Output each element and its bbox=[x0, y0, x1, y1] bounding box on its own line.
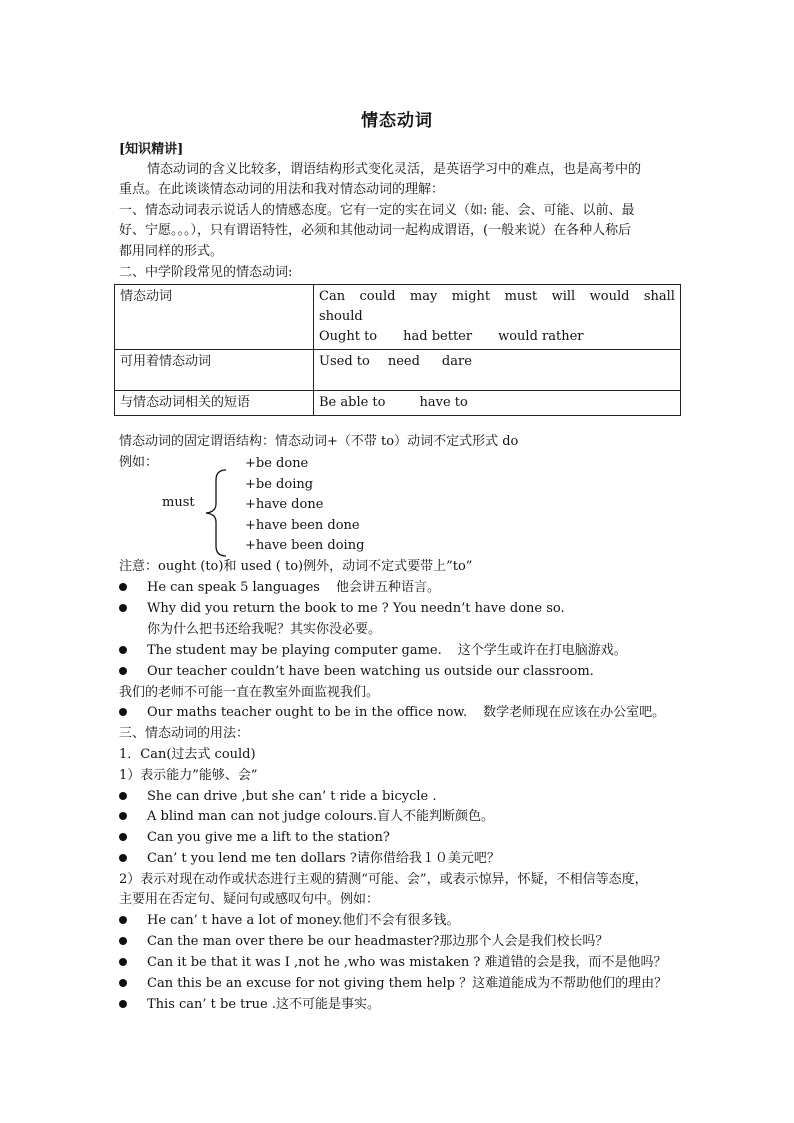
verb: might bbox=[451, 289, 491, 304]
bullet-icon bbox=[119, 604, 127, 612]
example-text: He can’ t have a lot of money.他们不会有很多钱。 bbox=[147, 913, 460, 928]
verb: may bbox=[409, 289, 438, 304]
example-text: She can drive ,but she can’ t ride a bicycle . bbox=[147, 789, 437, 804]
verb: shall bbox=[643, 289, 675, 304]
structure-line: 情态动词的固定谓语结构：情态动词+（不带 to）动词不定式形式 do bbox=[119, 434, 519, 449]
page-title: 情态动词 bbox=[361, 111, 433, 131]
must-forms bbox=[245, 454, 364, 557]
example-zh: 数学老师现在应该在办公室吧。 bbox=[483, 705, 666, 720]
bullet-icon bbox=[119, 1000, 127, 1008]
example-label: 例如： bbox=[119, 455, 159, 470]
verb-phrase: had better bbox=[403, 329, 473, 344]
table-cell-content bbox=[314, 391, 681, 416]
usage-heading: 三、情态动词的用法： bbox=[119, 726, 250, 741]
example-text: Can the man over there be our headmaster?那边那个人会是我们校长吗？ bbox=[147, 934, 609, 949]
usage-subheading: 1）表示能力”能够、会” bbox=[119, 768, 258, 783]
usage-subheading: 2）表示对现在动作或状态进行主观的猜测“可能、会”，或表示惊异，怀疑，不相信等态度， bbox=[119, 872, 648, 887]
verb: would bbox=[589, 289, 630, 304]
intro-line: 重点。在此谈谈情态动词的用法和我对情态动词的理解： bbox=[119, 182, 445, 197]
intro-line: 情态动词的含义比较多，谓语结构形式变化灵活，是英语学习中的难点，也是高考中的 bbox=[147, 162, 642, 177]
table-cell-label: 与情态动词相关的短语 bbox=[115, 391, 314, 416]
verb-phrase: Be able to bbox=[319, 395, 386, 410]
usage-subheading: 主要用在否定句、疑问句或感叹句中。例如： bbox=[119, 892, 380, 907]
example-text: This can’ t be true .这不可能是事实。 bbox=[147, 997, 380, 1012]
table-cell-content bbox=[314, 285, 681, 350]
example-zh: 这个学生或许在打电脑游戏。 bbox=[457, 643, 627, 658]
section-heading: [知识精讲] bbox=[119, 142, 184, 157]
bullet-icon bbox=[119, 583, 127, 591]
bullet-icon bbox=[119, 708, 127, 716]
example-text: Can’ t you lend me ten dollars ?请你借给我１０美元吧？ bbox=[147, 851, 500, 866]
example-translation: 我们的老师不可能一直在教室外面监视我们。 bbox=[119, 685, 380, 700]
curly-brace-icon bbox=[200, 468, 230, 558]
table-cell-content bbox=[314, 350, 681, 391]
form-item: +be done bbox=[245, 456, 309, 471]
verb-phrase: Ought to bbox=[319, 329, 378, 344]
usage-subheading: 1．Can(过去式 could) bbox=[119, 747, 256, 762]
verb: Used to bbox=[319, 354, 370, 369]
form-item: +have been done bbox=[245, 517, 360, 533]
bullet-icon bbox=[119, 646, 127, 654]
bullet-icon bbox=[119, 937, 127, 945]
table-cell-label: 情态动词 bbox=[115, 285, 314, 350]
table-row bbox=[115, 391, 681, 416]
intro-line: 一、情态动词表示说话人的情感态度。它有一定的实在词义（如: 能、会、可能、以前、最 bbox=[119, 203, 635, 218]
verb: could bbox=[359, 289, 396, 304]
bullet-icon bbox=[119, 958, 127, 966]
verb-phrase-list bbox=[319, 327, 675, 347]
bullet-icon bbox=[119, 833, 127, 841]
must-label: must bbox=[162, 495, 195, 510]
example-text: Can you give me a lift to the station? bbox=[147, 830, 390, 845]
example-zh: 他会讲五种语言。 bbox=[335, 580, 440, 595]
example-en: Our teacher couldn’t have been watching us outside our classroom. bbox=[147, 664, 594, 679]
table-cell-label: 可用着情态动词 bbox=[115, 350, 314, 391]
verb-phrase: would rather bbox=[498, 329, 584, 344]
intro-line: 都用同样的形式。 bbox=[119, 244, 224, 259]
note-line: 注意：ought (to)和 used ( to)例外，动词不定式要带上”to” bbox=[119, 559, 473, 574]
intro-line: 好、宁愿。。。），只有谓语特性，必须和其他动词一起构成谓语，(一般来说）在各种人称后 bbox=[119, 223, 632, 238]
form-item: +have done bbox=[245, 497, 324, 513]
example-text: Can it be that it was I ,not he ,who was mistaken ? 难道错的会是我，而不是他吗？ bbox=[147, 955, 667, 970]
example-en: Our maths teacher ought to be in the office now. bbox=[147, 705, 468, 720]
verb: Can bbox=[319, 289, 346, 304]
example-translation: 你为什么把书还给我呢？其实你没必要。 bbox=[147, 622, 382, 637]
table-row bbox=[115, 350, 681, 391]
verb-list bbox=[319, 287, 675, 307]
form-item: +have been doing bbox=[245, 538, 365, 554]
modal-verbs-table bbox=[114, 284, 681, 416]
example-en: He can speak 5 languages bbox=[147, 580, 320, 595]
bullet-icon bbox=[119, 667, 127, 675]
bullet-icon bbox=[119, 812, 127, 820]
example-text: Can this be an excuse for not giving them help ？这难道能成为不帮助他们的理由？ bbox=[147, 976, 668, 991]
example-text: A blind man can not judge colours.盲人不能判断颜色。 bbox=[147, 809, 495, 824]
example-en: Why did you return the book to me ? You needn’t have done so. bbox=[147, 601, 565, 616]
example-en: The student may be playing computer game. bbox=[147, 643, 442, 658]
intro-line: 二、中学阶段常见的情态动词: bbox=[119, 265, 293, 280]
bullet-icon bbox=[119, 979, 127, 987]
verb: will bbox=[551, 289, 576, 304]
verb: need bbox=[387, 354, 420, 369]
bullet-icon bbox=[119, 792, 127, 800]
table-row bbox=[115, 285, 681, 350]
verb: should bbox=[319, 309, 363, 324]
form-item: +be doing bbox=[245, 476, 314, 492]
bullet-icon bbox=[119, 854, 127, 862]
bullet-icon bbox=[119, 916, 127, 924]
verb: must bbox=[504, 289, 538, 304]
verb-phrase: have to bbox=[419, 395, 468, 410]
verb: dare bbox=[441, 354, 472, 369]
